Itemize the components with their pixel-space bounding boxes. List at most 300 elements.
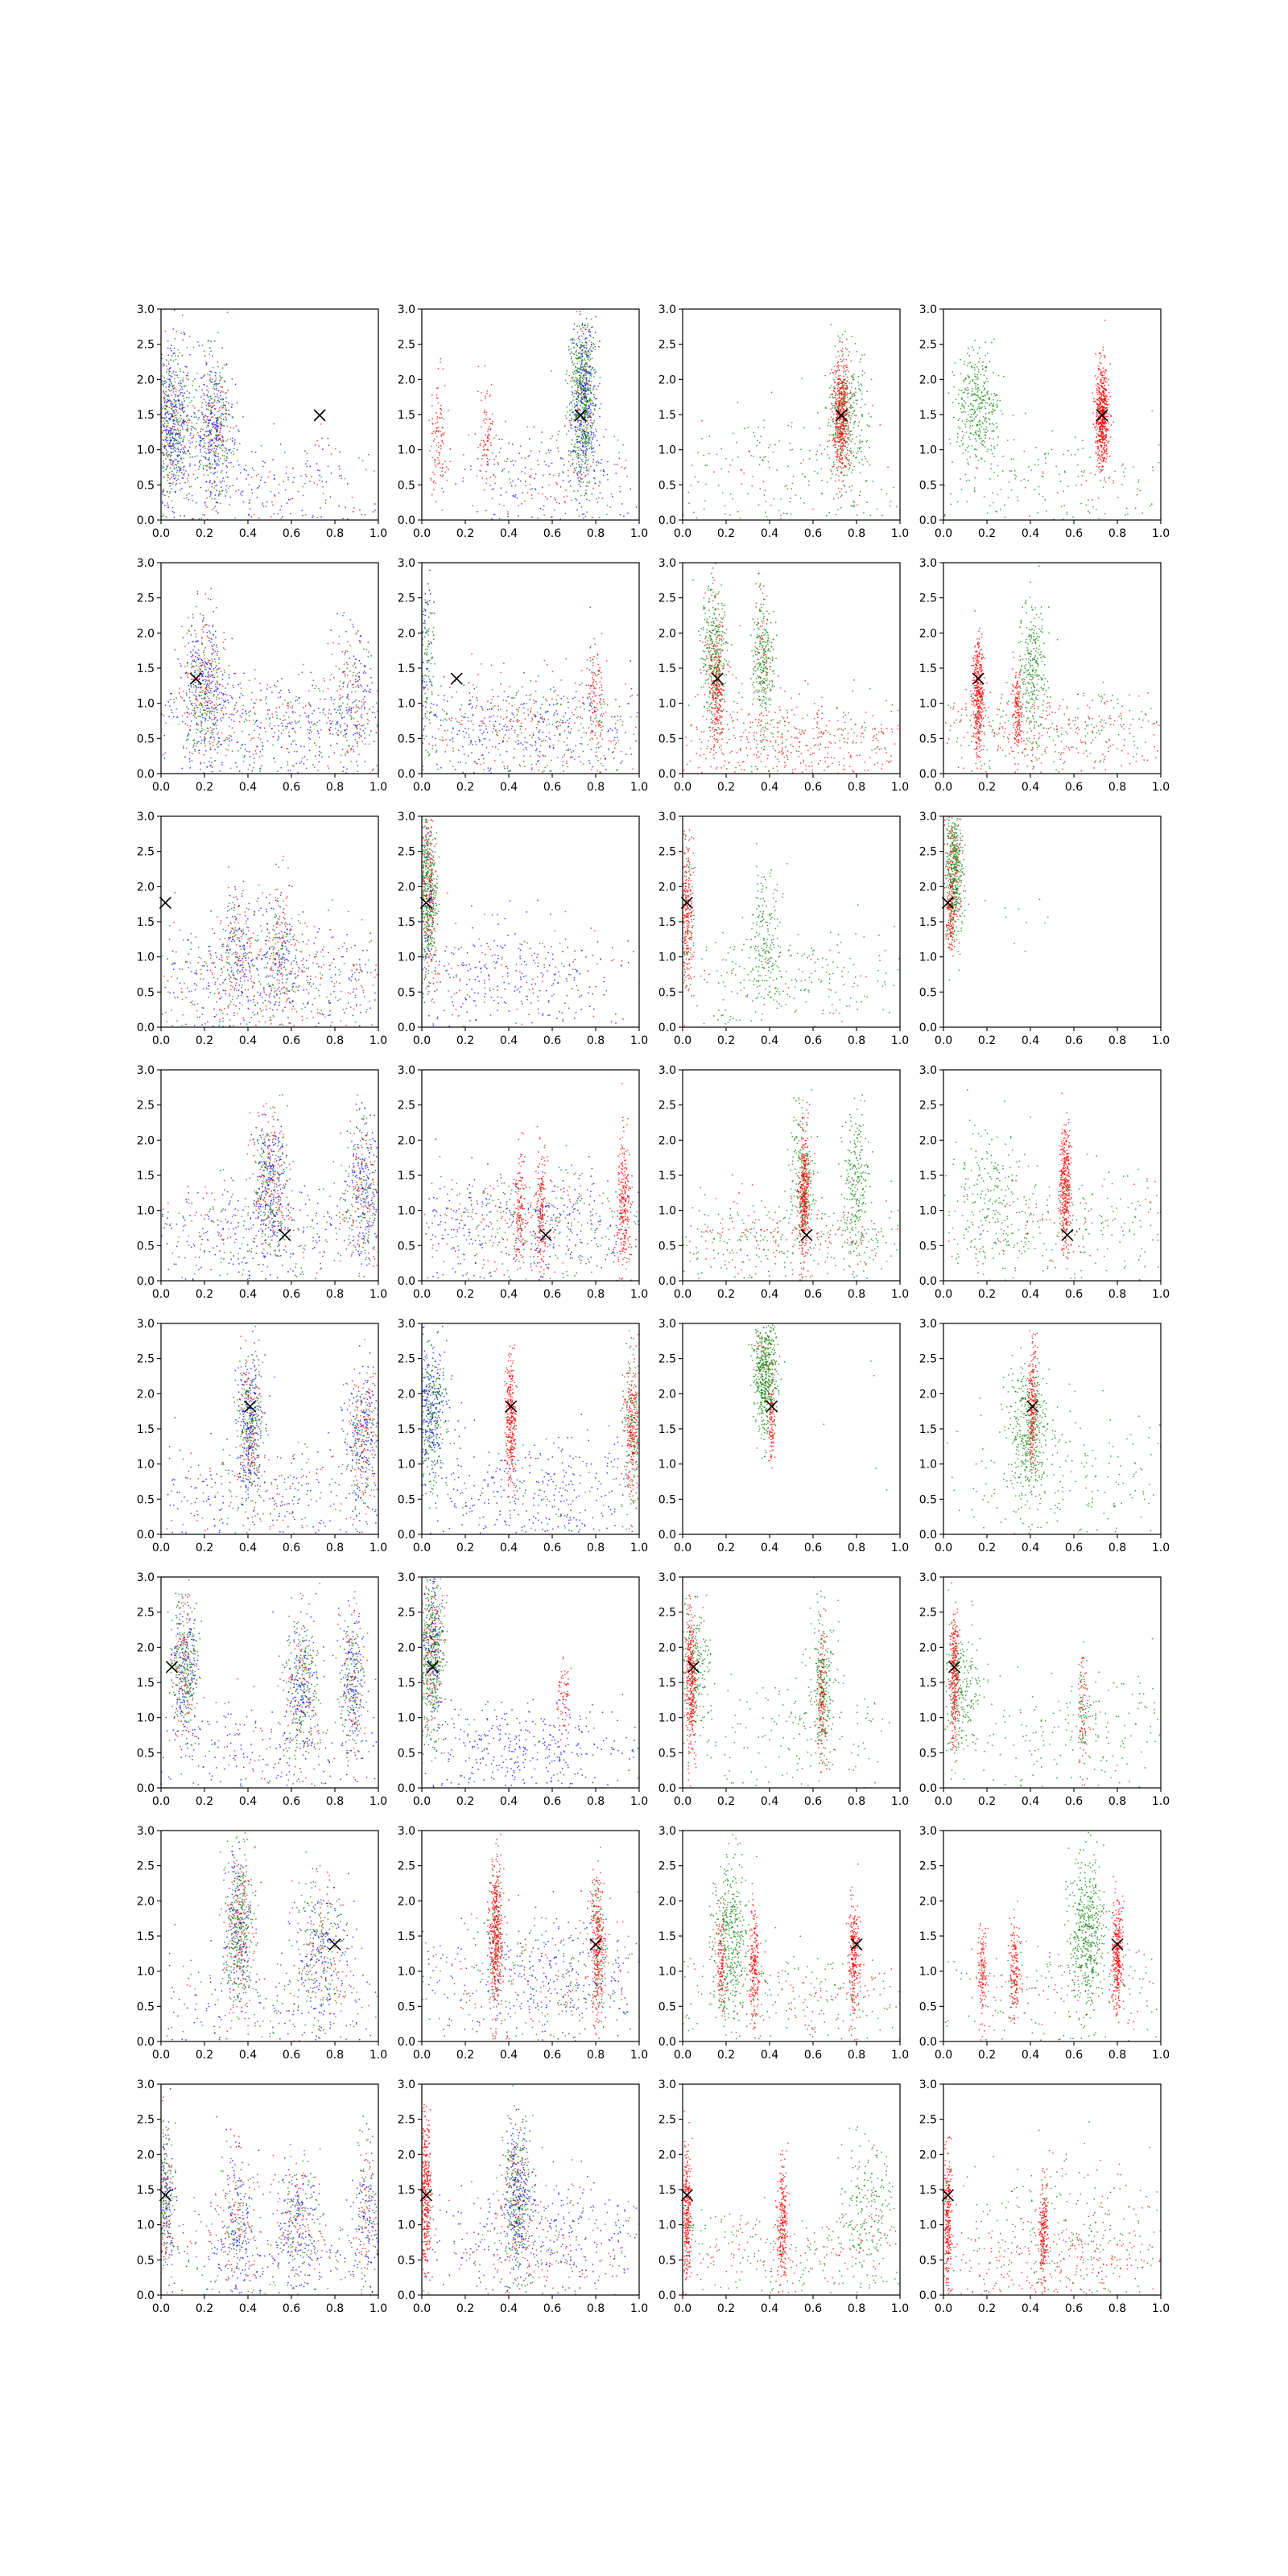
scatter-point	[209, 440, 211, 441]
scatter-point	[215, 456, 217, 457]
scatter-point	[508, 443, 510, 444]
scatter-point	[222, 490, 224, 492]
scatter-point	[984, 375, 985, 377]
scatter-point	[971, 409, 972, 411]
scatter-point	[598, 346, 600, 348]
scatter-point	[1039, 493, 1041, 495]
scatter-point	[844, 331, 846, 332]
scatter-point	[970, 425, 972, 427]
scatter-point	[850, 407, 852, 408]
scatter-point	[1104, 452, 1105, 454]
scatter-point	[572, 411, 573, 412]
scatter-point	[498, 464, 500, 465]
scatter-point	[576, 379, 578, 381]
scatter-point	[765, 512, 766, 514]
scatter-point	[572, 365, 574, 366]
scatter-point	[573, 411, 575, 413]
scatter-point	[490, 442, 492, 444]
scatter-point	[829, 457, 831, 459]
scatter-point	[530, 484, 531, 485]
scatter-point	[571, 402, 572, 404]
scatter-point	[176, 472, 178, 473]
scatter-point	[1098, 409, 1100, 411]
scatter-point	[188, 475, 189, 477]
scatter-point	[848, 393, 850, 394]
scatter-point	[173, 460, 175, 462]
scatter-point	[590, 419, 592, 421]
scatter-point	[980, 398, 981, 400]
scatter-point	[485, 411, 486, 413]
scatter-point	[1100, 369, 1102, 371]
scatter-point	[844, 475, 846, 477]
scatter-point	[580, 386, 582, 388]
scatter-point	[213, 388, 214, 390]
scatter-point	[572, 380, 574, 382]
scatter-point	[222, 399, 224, 401]
scatter-point	[171, 464, 172, 465]
scatter-point	[834, 437, 836, 439]
scatter-point	[1038, 464, 1039, 466]
scatter-point	[1099, 431, 1100, 432]
scatter-point	[577, 387, 579, 389]
scatter-point	[585, 422, 587, 423]
scatter-point	[437, 398, 439, 399]
scatter-point	[164, 445, 166, 447]
scatter-point	[196, 502, 197, 504]
scatter-point	[1099, 353, 1100, 354]
scatter-point	[292, 481, 294, 483]
scatter-point	[992, 414, 993, 415]
scatter-point	[617, 464, 618, 465]
scatter-point	[176, 410, 178, 411]
scatter-point	[844, 426, 845, 427]
scatter-point	[441, 414, 443, 415]
scatter-point	[582, 428, 584, 430]
scatter-point	[599, 481, 601, 483]
scatter-point	[619, 458, 621, 460]
scatter-point	[548, 449, 550, 451]
scatter-point	[527, 492, 529, 493]
scatter-point	[993, 408, 994, 410]
scatter-point	[178, 421, 180, 423]
scatter-point	[225, 440, 227, 442]
scatter-point	[577, 422, 579, 423]
scatter-point	[1102, 349, 1104, 351]
scatter-point	[184, 452, 185, 453]
scatter-point	[956, 399, 957, 401]
scatter-point	[486, 456, 488, 457]
scatter-point	[580, 423, 581, 424]
scatter-point	[858, 376, 860, 378]
x-tick-label: 0.6	[283, 527, 300, 540]
scatter-point	[429, 450, 431, 452]
scatter-point	[693, 512, 695, 514]
scatter-point	[964, 407, 966, 409]
scatter-point	[576, 415, 577, 417]
scatter-point	[502, 439, 503, 440]
scatter-point	[580, 367, 582, 369]
scatter-point	[584, 467, 585, 469]
scatter-point	[985, 417, 987, 419]
scatter-point	[839, 461, 840, 463]
scatter-point	[224, 425, 225, 427]
scatter-point	[169, 419, 171, 421]
scatter-point	[847, 449, 848, 451]
scatter-point	[206, 364, 208, 365]
scatter-point	[212, 448, 213, 450]
scatter-point	[1057, 492, 1059, 493]
scatter-point	[273, 514, 275, 515]
scatter-point	[555, 482, 557, 484]
scatter-point	[1117, 497, 1119, 498]
scatter-point	[187, 415, 188, 416]
scatter-point	[588, 405, 590, 407]
scatter-point	[568, 346, 570, 348]
scatter-point	[229, 449, 231, 451]
scatter-point	[221, 398, 222, 400]
scatter-point	[987, 392, 989, 394]
scatter-point	[1105, 416, 1107, 418]
scatter-point	[589, 334, 591, 336]
scatter-point	[263, 506, 265, 508]
scatter-point	[589, 448, 591, 449]
scatter-point	[558, 451, 559, 452]
scatter-point	[210, 491, 212, 493]
scatter-point	[569, 403, 571, 405]
scatter-point	[851, 376, 852, 378]
scatter-point	[964, 364, 965, 365]
scatter-point	[580, 448, 581, 450]
scatter-point	[485, 398, 486, 399]
scatter-point	[588, 443, 590, 444]
scatter-point	[219, 380, 221, 382]
scatter-point	[587, 325, 588, 327]
scatter-point	[961, 412, 963, 414]
scatter-point	[589, 500, 591, 502]
scatter-point	[842, 342, 844, 344]
scatter-point	[575, 451, 576, 452]
scatter-point	[847, 423, 848, 424]
scatter-point	[590, 425, 592, 427]
scatter-point	[573, 329, 575, 331]
scatter-point	[986, 451, 988, 452]
scatter-point	[836, 402, 837, 403]
scatter-point	[220, 458, 221, 460]
scatter-point	[551, 463, 553, 464]
scatter-point	[167, 442, 168, 444]
scatter-point	[1101, 454, 1103, 456]
scatter-point	[481, 392, 483, 394]
scatter-point	[576, 442, 578, 444]
scatter-point	[985, 341, 987, 343]
scatter-point	[566, 374, 568, 375]
scatter-point	[1097, 460, 1099, 461]
scatter-point	[584, 388, 586, 390]
scatter-point	[234, 518, 236, 519]
scatter-point	[963, 453, 964, 455]
scatter-point	[176, 419, 178, 421]
scatter-point	[607, 479, 609, 481]
scatter-point	[985, 406, 986, 407]
scatter-point	[374, 510, 376, 511]
scatter-point	[983, 429, 985, 431]
scatter-point	[212, 468, 213, 469]
scatter-point	[576, 499, 578, 501]
scatter-point	[836, 423, 837, 425]
scatter-point	[1100, 466, 1101, 468]
scatter-point	[570, 381, 572, 382]
scatter-point	[1127, 514, 1129, 515]
scatter-point	[1100, 422, 1102, 423]
scatter-point	[1106, 449, 1108, 451]
scatter-point	[166, 429, 167, 431]
scatter-point	[565, 489, 567, 491]
scatter-point	[434, 474, 436, 476]
scatter-point	[493, 459, 495, 460]
scatter-point	[835, 447, 836, 448]
scatter-point	[866, 391, 868, 393]
scatter-point	[326, 481, 328, 483]
scatter-point	[166, 395, 167, 397]
scatter-point	[1102, 419, 1104, 421]
scatter-point	[852, 501, 854, 502]
scatter-point	[191, 428, 192, 430]
scatter-point	[856, 456, 857, 458]
scatter-point	[216, 420, 217, 422]
scatter-point	[224, 404, 225, 406]
scatter-point	[222, 367, 224, 369]
scatter-point	[470, 469, 472, 471]
scatter-point	[1086, 505, 1088, 506]
scatter-point	[221, 406, 222, 407]
scatter-point	[828, 425, 829, 427]
scatter-point	[214, 381, 216, 382]
scatter-point	[1000, 400, 1001, 402]
scatter-point	[213, 386, 215, 387]
scatter-point	[846, 383, 848, 385]
scatter-point	[704, 509, 705, 510]
scatter-point	[233, 485, 234, 486]
scatter-point	[970, 362, 972, 364]
scatter-point	[756, 445, 758, 447]
scatter-point	[1027, 480, 1029, 481]
scatter-point	[968, 406, 969, 407]
scatter-point	[172, 403, 174, 405]
scatter-point	[974, 393, 976, 394]
scatter-point	[855, 421, 857, 423]
scatter-point	[1067, 512, 1068, 514]
scatter-point	[846, 414, 848, 415]
scatter-point	[576, 456, 578, 458]
scatter-point	[584, 382, 586, 384]
scatter-point	[856, 351, 857, 353]
scatter-point	[477, 447, 479, 448]
y-tick-label: 3.0	[137, 303, 155, 316]
scatter-point	[226, 413, 228, 415]
scatter-point	[967, 447, 968, 448]
scatter-point	[1110, 415, 1112, 416]
scatter-point	[841, 433, 843, 435]
scatter-point	[162, 502, 163, 504]
scatter-point	[219, 448, 221, 449]
scatter-point	[216, 490, 217, 492]
scatter-point	[1101, 379, 1103, 381]
scatter-point	[1045, 499, 1046, 501]
scatter-point	[187, 347, 188, 349]
scatter-point	[440, 452, 441, 454]
scatter-point	[227, 390, 229, 391]
scatter-point	[808, 485, 810, 486]
scatter-point	[179, 400, 180, 402]
scatter-point	[961, 406, 963, 407]
scatter-point	[996, 427, 997, 429]
scatter-point	[1101, 451, 1103, 452]
scatter-point	[1099, 397, 1100, 398]
scatter-point	[256, 475, 258, 477]
scatter-point	[1100, 463, 1101, 464]
scatter-point	[171, 408, 173, 410]
scatter-point	[164, 494, 166, 496]
scatter-point	[320, 516, 322, 518]
scatter-point	[184, 333, 186, 335]
scatter-point	[184, 451, 186, 452]
scatter-point	[203, 465, 204, 467]
scatter-point	[1107, 453, 1108, 455]
scatter-point	[851, 361, 852, 362]
scatter-point	[330, 497, 332, 498]
scatter-point	[585, 366, 587, 368]
scatter-point	[241, 491, 242, 493]
scatter-point	[1106, 459, 1108, 460]
scatter-point	[537, 460, 539, 462]
scatter-point	[195, 448, 196, 449]
scatter-point	[590, 431, 592, 432]
scatter-point	[1096, 412, 1098, 414]
scatter-point	[841, 472, 843, 473]
scatter-point	[592, 403, 594, 405]
scatter-point	[1095, 353, 1096, 355]
scatter-point	[280, 444, 282, 445]
scatter-point	[857, 514, 858, 516]
scatter-point	[576, 434, 577, 436]
scatter-point	[171, 489, 172, 490]
scatter-point	[963, 443, 964, 444]
scatter-point	[853, 506, 855, 508]
scatter-point	[193, 347, 195, 349]
scatter-point	[571, 358, 572, 360]
scatter-point	[495, 456, 497, 457]
scatter-point	[837, 436, 839, 437]
scatter-point	[978, 434, 980, 436]
scatter-point	[1096, 385, 1097, 386]
scatter-point	[317, 517, 319, 518]
scatter-point	[186, 422, 188, 423]
scatter-point	[177, 412, 179, 414]
scatter-point	[219, 493, 221, 494]
scatter-point	[1007, 440, 1009, 441]
axes-frame	[161, 309, 378, 520]
scatter-point	[993, 472, 995, 473]
scatter-point	[832, 394, 833, 395]
scatter-point	[194, 407, 196, 409]
scatter-point	[214, 384, 216, 386]
scatter-point	[509, 478, 510, 480]
scatter-point	[1105, 436, 1107, 437]
scatter-point	[1104, 411, 1105, 412]
scatter-point	[224, 448, 225, 449]
scatter-point	[580, 466, 582, 468]
scatter-point	[571, 444, 572, 445]
scatter-point	[200, 442, 201, 444]
scatter-point	[576, 325, 578, 327]
scatter-point	[583, 438, 584, 440]
scatter-point	[846, 454, 848, 456]
scatter-point	[172, 410, 174, 411]
y-tick-label: 1.0	[137, 444, 155, 457]
scatter-point	[847, 437, 848, 439]
scatter-point	[851, 386, 852, 388]
scatter-point	[833, 386, 835, 388]
scatter-point	[579, 371, 580, 373]
scatter-point	[438, 447, 440, 448]
scatter-point	[1096, 378, 1098, 380]
scatter-point	[1098, 518, 1100, 519]
scatter-point	[580, 375, 582, 377]
scatter-point	[539, 451, 541, 452]
scatter-point	[587, 427, 588, 429]
scatter-point	[358, 457, 360, 459]
scatter-point	[538, 464, 539, 465]
scatter-point	[577, 407, 579, 409]
scatter-point	[487, 438, 489, 440]
scatter-point	[840, 446, 842, 448]
scatter-point	[985, 437, 986, 439]
scatter-point	[975, 364, 976, 365]
scatter-point	[977, 353, 979, 354]
scatter-point	[841, 386, 843, 387]
scatter-point	[975, 448, 976, 450]
scatter-point	[163, 460, 164, 462]
scatter-point	[836, 403, 838, 405]
scatter-point	[958, 420, 960, 422]
scatter-point	[786, 513, 788, 514]
scatter-point	[225, 413, 226, 415]
scatter-point	[210, 466, 212, 468]
scatter-point	[575, 367, 576, 369]
scatter-point	[583, 430, 584, 431]
scatter-point	[572, 463, 574, 464]
scatter-point	[832, 466, 833, 468]
scatter-point	[167, 425, 168, 427]
scatter-point	[577, 420, 579, 422]
scatter-point	[574, 324, 576, 325]
scatter-point	[1101, 424, 1103, 426]
scatter-point	[580, 349, 582, 350]
scatter-point	[995, 395, 997, 397]
scatter-point	[1111, 424, 1113, 426]
scatter-point	[590, 346, 592, 348]
scatter-point	[1098, 497, 1100, 499]
scatter-point	[993, 438, 994, 440]
scatter-point	[210, 341, 212, 342]
scatter-point	[515, 485, 517, 487]
scatter-point	[587, 413, 588, 415]
scatter-point	[852, 375, 853, 377]
scatter-point	[1000, 509, 1001, 510]
scatter-point	[839, 390, 840, 391]
scatter-point	[846, 457, 848, 459]
scatter-point	[190, 432, 192, 434]
